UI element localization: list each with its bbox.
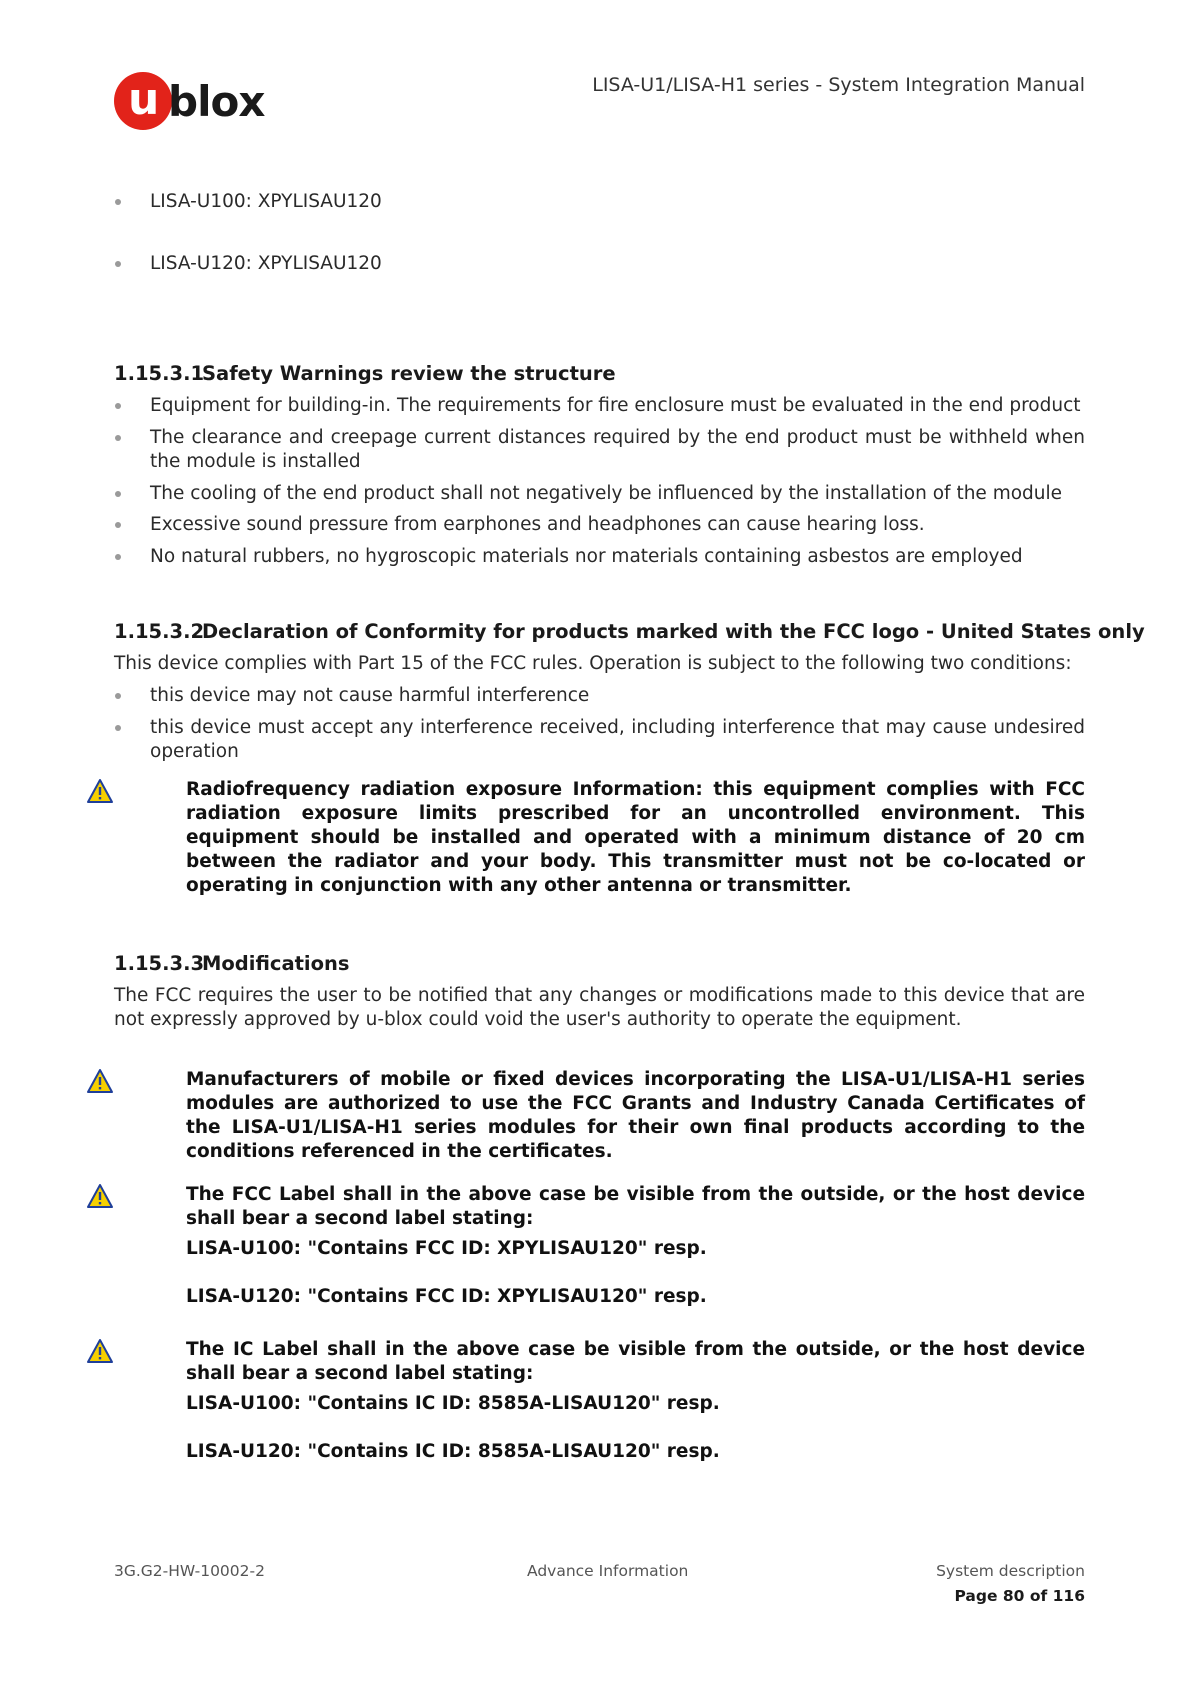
bullet-icon [115, 491, 121, 497]
warning-icon [86, 778, 114, 804]
footer-doc-number: 3G.G2-HW-10002-2 [114, 1562, 265, 1580]
page-number: Page 80 of 116 [954, 1587, 1085, 1605]
bullet-icon [115, 435, 121, 441]
list-item: this device must accept any interference received, including interference that may cause undesired operation [114, 716, 1085, 764]
section-heading-declaration-of-conformity [114, 620, 1145, 643]
bullet-icon [115, 199, 121, 205]
section-number: 1.15.3.1 [114, 362, 205, 385]
list-item: LISA-U120: XPYLISAU120 [114, 252, 1085, 276]
logo-letter: u [128, 74, 160, 125]
bullet-icon [115, 725, 121, 731]
list-item: Excessive sound pressure from earphones and headphones can cause hearing loss. [114, 513, 1085, 537]
section-title: Declaration of Conformity for products marked with the FCC logo - United States only [202, 620, 1145, 643]
warning-text: Radiofrequency radiation exposure Information: this equipment complies with FCC radiation exposure limits prescribed for an uncontrolled environment. This equipment should be installed and operated with a minimum distance of 20 cm between the radiator and your body. This transmitter must not be co-located or operating in conjunction with any other antenna or transmitter. [186, 779, 1085, 896]
list-item: The cooling of the end product shall not negatively be influenced by the installation of the module [114, 482, 1085, 506]
ublox-logo [114, 70, 274, 132]
paragraph: The FCC requires the user to be notified that any changes or modifications made to this device that are not expressly approved by u-blox could void the user's authority to operate the equipment. [114, 985, 1085, 1030]
list-item: this device may not cause harmful interference [114, 684, 1085, 708]
list-item: The clearance and creepage current distances required by the end product must be withheld when the module is installed [114, 426, 1085, 474]
warning-text: Manufacturers of mobile or fixed devices incorporating the LISA-U1/LISA-H1 series modules are authorized to use the FCC Grants and Industry Canada Certificates of the LISA-U1/LISA-H1 series modules for their own final products according to the conditions referenced in the certificates. [186, 1069, 1085, 1162]
document-title: LISA-U1/LISA-H1 series - System Integration Manual [592, 74, 1085, 96]
label-statement: LISA-U100: "Contains IC ID: 8585A-LISAU120" resp. [186, 1393, 720, 1414]
warning-icon [86, 1338, 114, 1364]
bullet-icon [115, 403, 121, 409]
list-item: LISA-U100: XPYLISAU120 [114, 190, 1085, 214]
section-heading-safety-warnings [114, 362, 616, 385]
label-statement: LISA-U100: "Contains FCC ID: XPYLISAU120" resp. [186, 1238, 707, 1259]
paragraph: This device complies with Part 15 of the FCC rules. Operation is subject to the following two conditions: [114, 653, 1072, 674]
section-title: Safety Warnings review the structure [202, 362, 616, 385]
bullet-icon [115, 693, 121, 699]
warning-block [86, 1068, 1085, 1164]
bullet-icon [115, 261, 121, 267]
section-number: 1.15.3.2 [114, 620, 205, 643]
warning-text: The FCC Label shall in the above case be visible from the outside, or the host device shall bear a second label stating: [186, 1184, 1085, 1229]
warning-block [86, 1183, 1085, 1309]
warning-icon [86, 1183, 114, 1209]
bullet-icon [115, 522, 121, 528]
footer-chapter: System description [936, 1562, 1085, 1580]
warning-block [86, 1338, 1085, 1464]
section-number: 1.15.3.3 [114, 952, 205, 975]
list-item: Equipment for building-in. The requirements for fire enclosure must be evaluated in the end product [114, 394, 1085, 418]
warning-icon [86, 1068, 114, 1094]
warning-text: The IC Label shall in the above case be visible from the outside, or the host device shall bear a second label stating: [186, 1339, 1085, 1384]
section-title: Modifications [202, 952, 350, 975]
warning-block [86, 778, 1085, 898]
list-item: No natural rubbers, no hygroscopic materials nor materials containing asbestos are employed [114, 545, 1085, 569]
bullet-icon [115, 554, 121, 560]
label-statement: LISA-U120: "Contains FCC ID: XPYLISAU120" resp. [186, 1286, 707, 1307]
footer-status: Advance Information [527, 1562, 689, 1580]
label-statement: LISA-U120: "Contains IC ID: 8585A-LISAU120" resp. [186, 1441, 720, 1462]
section-heading-modifications [114, 952, 350, 975]
logo-text: blox [168, 77, 265, 126]
